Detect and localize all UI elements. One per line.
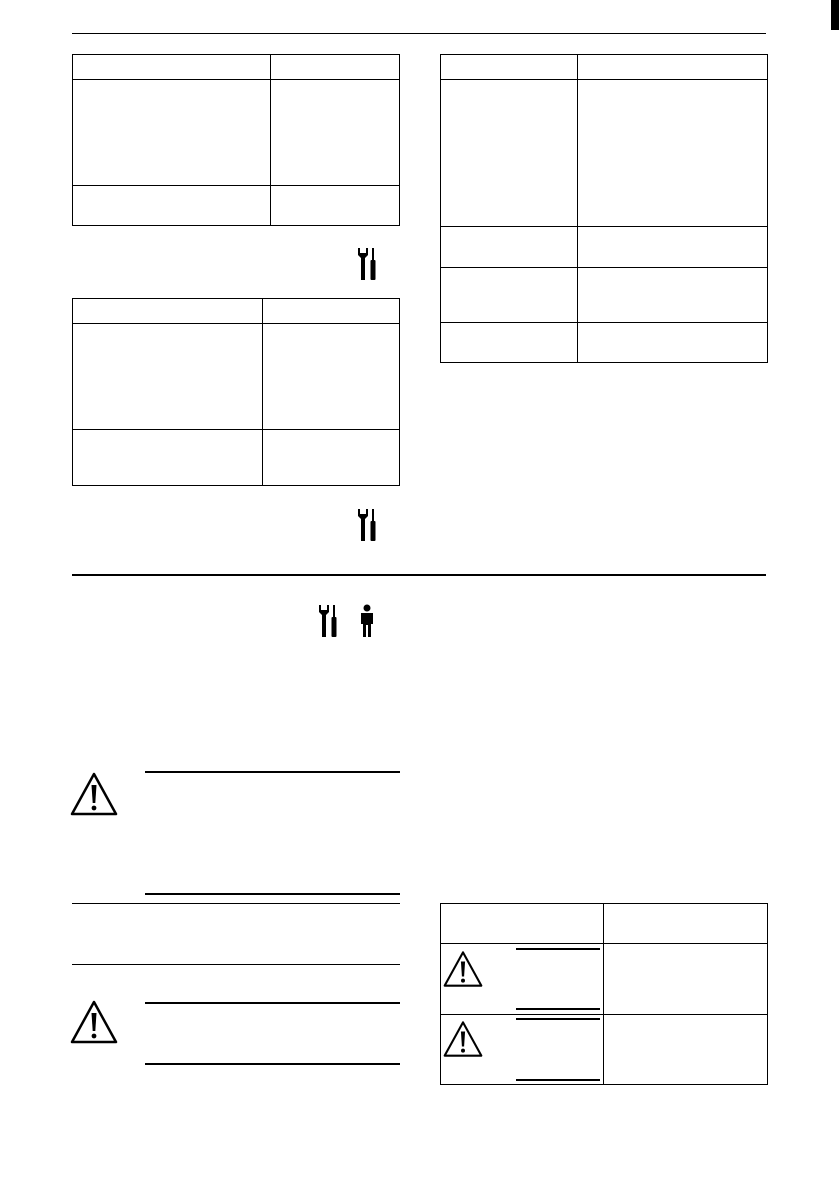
warning-triangle-icon <box>70 1000 118 1044</box>
table-mid-left <box>72 298 400 486</box>
section-divider <box>72 574 766 576</box>
table-header-divider <box>441 943 767 944</box>
warning-top-rule <box>145 1002 400 1004</box>
table-column-divider <box>270 55 271 225</box>
person-icon <box>359 604 375 638</box>
table-column-divider <box>603 904 604 1084</box>
block-rule <box>72 903 400 904</box>
warning-top-rule <box>145 771 400 773</box>
warning-bottom-rule <box>145 1063 400 1065</box>
header-rule <box>72 33 766 34</box>
warning-top-rule <box>516 948 600 950</box>
warning-triangle-icon <box>70 772 118 816</box>
wrench-screwdriver-icon <box>316 604 340 638</box>
table-row-divider <box>441 267 767 268</box>
warning-bottom-rule <box>516 1008 600 1010</box>
table-row-divider <box>441 1014 767 1015</box>
warning-triangle-icon <box>443 950 483 988</box>
page-edge-marker <box>831 0 839 30</box>
block-rule <box>72 964 400 965</box>
table-row-divider <box>441 322 767 323</box>
warning-top-rule <box>516 1018 600 1020</box>
warning-triangle-icon <box>443 1020 483 1058</box>
table-column-divider <box>262 299 263 485</box>
wrench-screwdriver-icon <box>355 247 379 281</box>
table-bottom-right <box>440 903 768 1085</box>
table-row-divider <box>73 185 399 186</box>
table-row-divider <box>73 429 399 430</box>
table-header-divider <box>441 79 767 80</box>
table-header-divider <box>73 323 399 324</box>
wrench-screwdriver-icon <box>355 508 379 542</box>
table-column-divider <box>577 55 578 362</box>
warning-bottom-rule <box>145 893 400 895</box>
table-row-divider <box>441 226 767 227</box>
table-top-left <box>72 54 400 226</box>
table-header-divider <box>73 79 399 80</box>
warning-bottom-rule <box>516 1079 600 1081</box>
table-top-right <box>440 54 768 363</box>
